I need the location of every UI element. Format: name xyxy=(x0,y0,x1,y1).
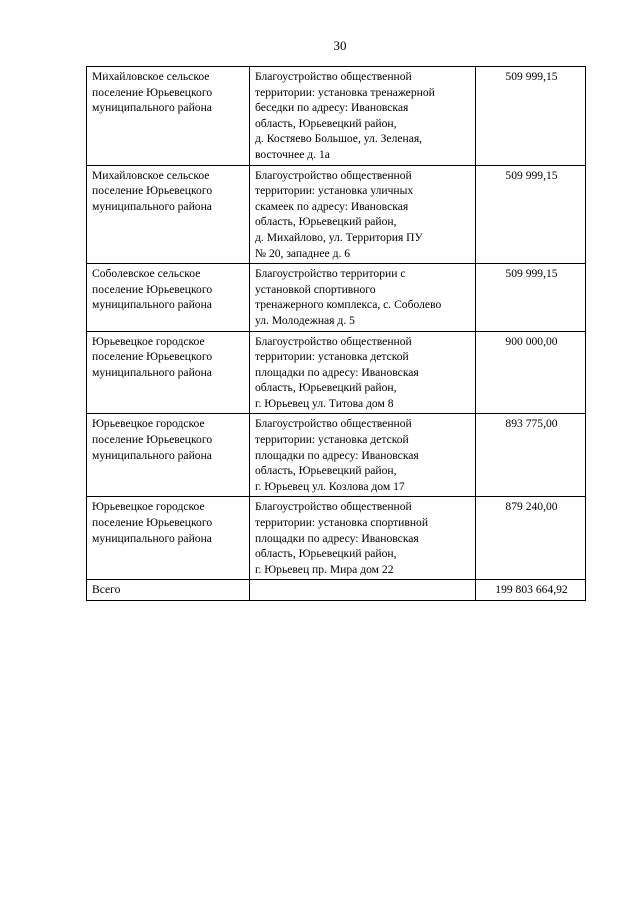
description-line: область, Юрьевецкий район, xyxy=(255,381,397,395)
amount-cell: 900 000,00 xyxy=(476,331,586,414)
municipality-line: Михайловское сельское xyxy=(92,168,210,182)
description-line: территории: установка детской xyxy=(255,350,409,364)
municipality-line: Михайловское сельское xyxy=(92,70,210,83)
municipality-line: муниципального района xyxy=(92,298,212,312)
table-row xyxy=(87,497,586,580)
description-line: г. Юрьевец ул. Титова дом 8 xyxy=(255,396,394,410)
total-row xyxy=(87,580,586,601)
table-body xyxy=(87,67,586,601)
description-line: восточнее д. 1а xyxy=(255,147,330,161)
municipality-cell xyxy=(87,414,250,497)
description-cell xyxy=(250,165,476,264)
description-line: Благоустройство общественной xyxy=(255,500,412,514)
budget-table xyxy=(86,66,586,601)
table-row xyxy=(87,67,586,166)
description-line: область, Юрьевецкий район, xyxy=(255,215,397,229)
page-number: 30 xyxy=(333,38,347,53)
municipality-line: Соболевское сельское xyxy=(92,267,201,281)
amount-cell: 509 999,15 xyxy=(476,165,586,264)
description-cell xyxy=(250,497,476,580)
description-line: область, Юрьевецкий район, xyxy=(255,464,397,478)
description-line: № 20, западнее д. 6 xyxy=(255,246,351,260)
municipality-line: поселение Юрьевецкого xyxy=(92,516,213,530)
municipality-cell xyxy=(87,331,250,414)
total-amount: 199 803 664,92 xyxy=(476,580,586,601)
description-line: Благоустройство общественной xyxy=(255,70,412,83)
description-line: Благоустройство общественной xyxy=(255,417,412,431)
description-line: Благоустройство общественной xyxy=(255,168,412,182)
description-line: Благоустройство общественной xyxy=(255,334,412,348)
description-line: область, Юрьевецкий район, xyxy=(255,547,397,561)
municipality-line: поселение Юрьевецкого xyxy=(92,184,213,198)
amount-cell: 893 775,00 xyxy=(476,414,586,497)
municipality-cell xyxy=(87,165,250,264)
description-line: скамеек по адресу: Ивановская xyxy=(255,199,409,213)
description-line: д. Костяево Большое, ул. Зеленая, xyxy=(255,132,423,146)
table-row xyxy=(87,165,586,264)
description-line: тренажерного комплекса, с. Соболево xyxy=(255,298,442,312)
description-line: территории: установка тренажерной xyxy=(255,85,435,99)
municipality-line: Юрьевецкое городское xyxy=(92,417,205,431)
municipality-line: муниципального района xyxy=(92,101,212,115)
municipality-line: поселение Юрьевецкого xyxy=(92,85,213,99)
description-cell xyxy=(250,414,476,497)
table-row xyxy=(87,264,586,331)
amount-cell: 509 999,15 xyxy=(476,264,586,331)
description-line: площадки по адресу: Ивановская xyxy=(255,531,419,545)
description-line: территории: установка уличных xyxy=(255,184,414,198)
municipality-line: поселение Юрьевецкого xyxy=(92,350,213,364)
description-line: установкой спортивного xyxy=(255,282,376,296)
description-line: д. Михайлово, ул. Территория ПУ xyxy=(255,230,423,244)
description-cell xyxy=(250,67,476,166)
municipality-line: муниципального района xyxy=(92,365,212,379)
table-row xyxy=(87,414,586,497)
municipality-line: поселение Юрьевецкого xyxy=(92,282,213,296)
municipality-line: Юрьевецкое городское xyxy=(92,334,205,348)
total-label: Всего xyxy=(87,580,250,601)
description-line: г. Юрьевец пр. Мира дом 22 xyxy=(255,562,394,576)
municipality-line: муниципального района xyxy=(92,448,212,462)
description-cell xyxy=(250,331,476,414)
total-spacer xyxy=(250,580,476,601)
municipality-line: муниципального района xyxy=(92,199,212,213)
municipality-line: Юрьевецкое городское xyxy=(92,500,205,514)
amount-cell: 879 240,00 xyxy=(476,497,586,580)
description-cell xyxy=(250,264,476,331)
municipality-cell xyxy=(87,264,250,331)
municipality-line: поселение Юрьевецкого xyxy=(92,433,213,447)
description-line: территории: установка спортивной xyxy=(255,516,429,530)
description-line: территории: установка детской xyxy=(255,433,409,447)
description-line: беседки по адресу: Ивановская xyxy=(255,101,409,115)
description-line: Благоустройство территории с xyxy=(255,267,406,281)
municipality-cell xyxy=(87,497,250,580)
description-line: площадки по адресу: Ивановская xyxy=(255,365,419,379)
table-row xyxy=(87,331,586,414)
municipality-cell xyxy=(87,67,250,166)
description-line: ул. Молодежная д. 5 xyxy=(255,313,355,327)
amount-cell: 509 999,15 xyxy=(476,67,586,166)
description-line: область, Юрьевецкий район, xyxy=(255,116,397,130)
description-line: площадки по адресу: Ивановская xyxy=(255,448,419,462)
description-line: г. Юрьевец ул. Козлова дом 17 xyxy=(255,479,405,493)
municipality-line: муниципального района xyxy=(92,531,212,545)
